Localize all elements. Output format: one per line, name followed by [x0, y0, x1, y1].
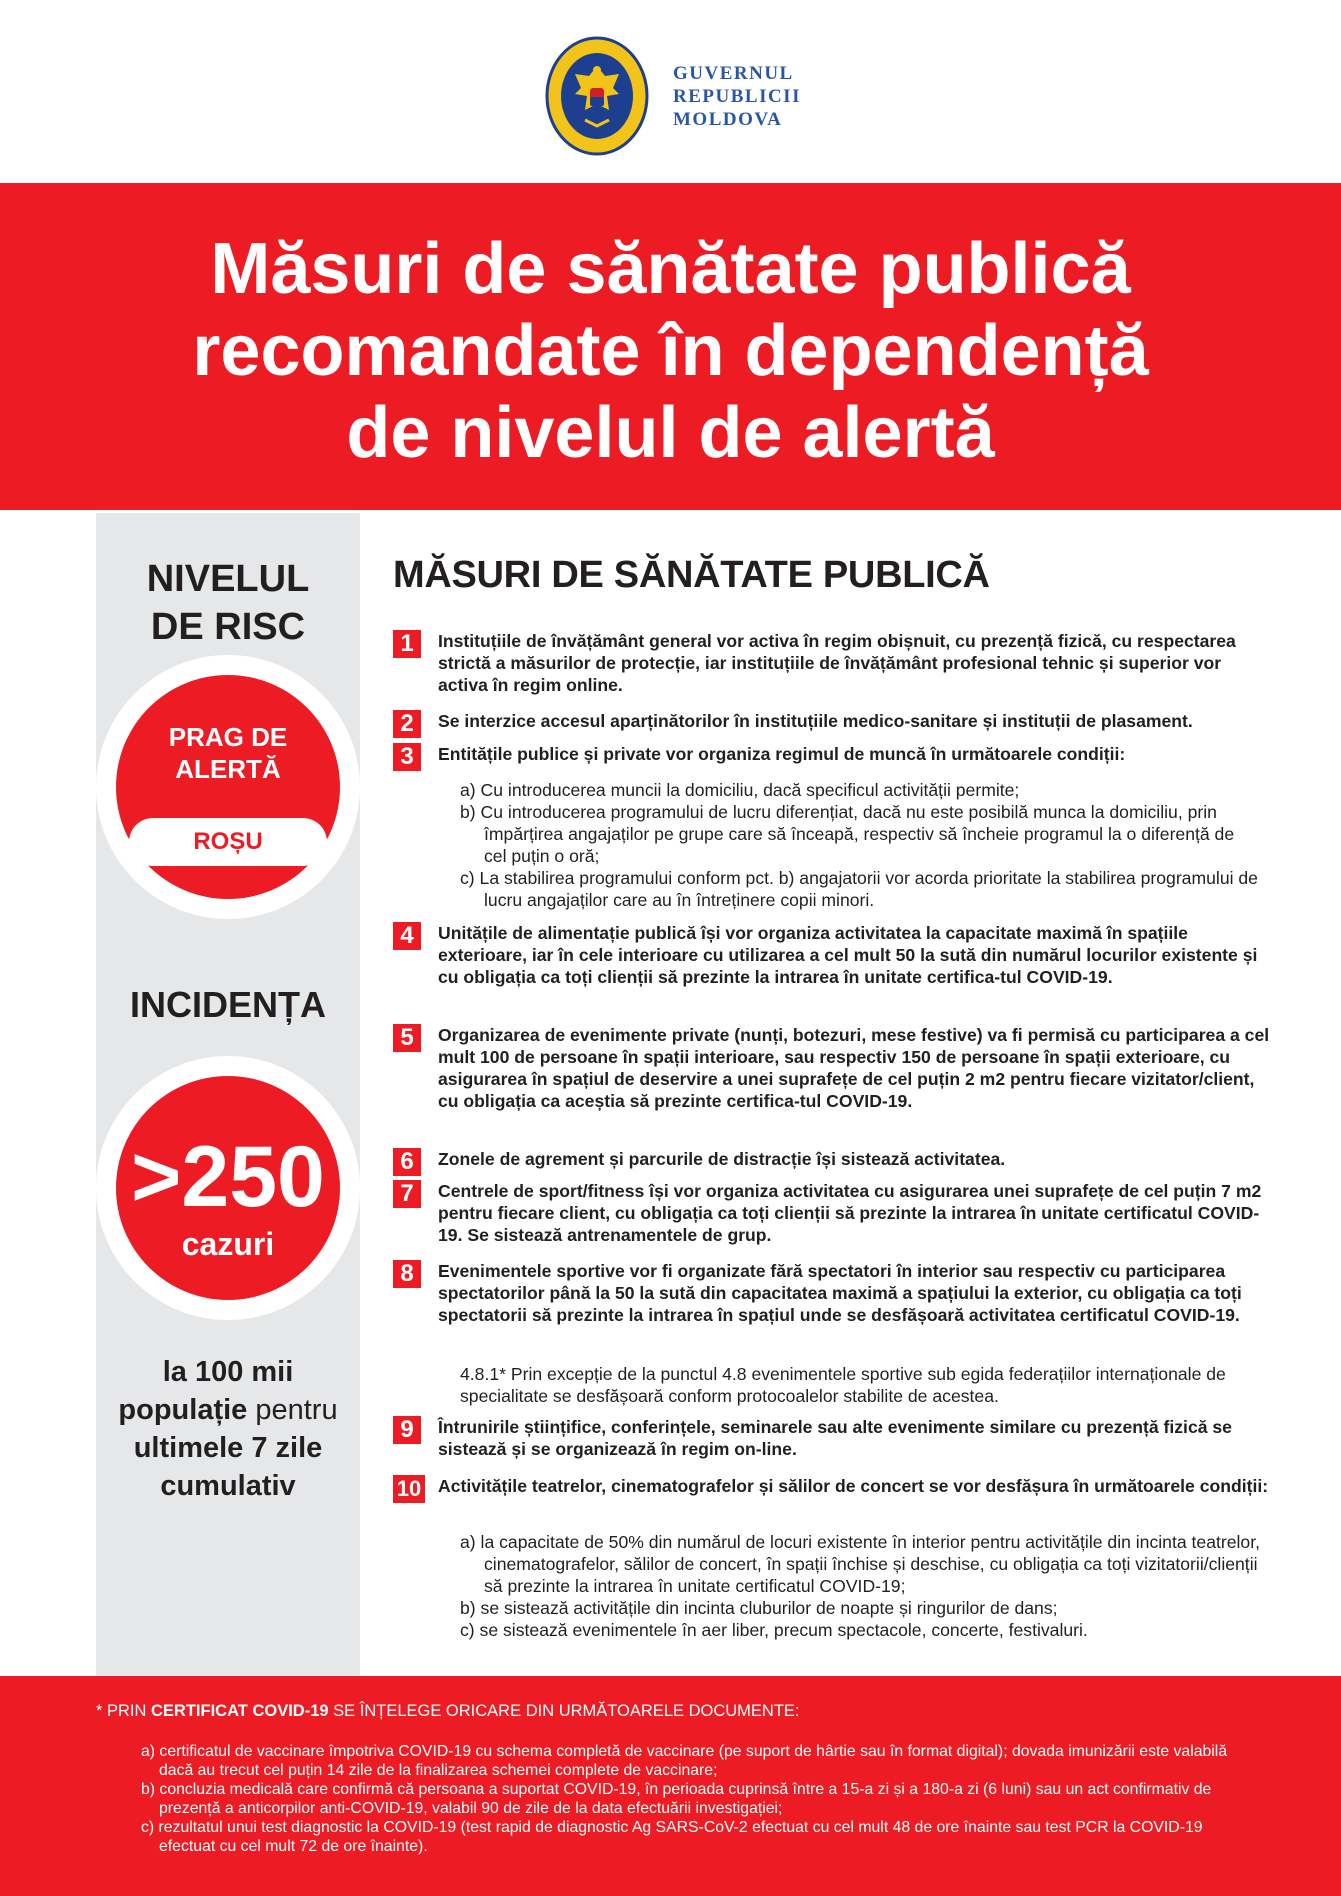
item-text: Evenimentele sportive vor fi organizate fără spectatori în interior sau respectiv cu participarea spectatorilor până la 50 la sută din capacitatea maximă a spațiului la exterior, cu obligația ca toți spectatorii să prezinte la intrarea în spațiul unde se desfășoară activitatea certificatul COVID-19.: [438, 1261, 1242, 1325]
risk-level-heading: NIVELUL DE RISC: [146, 558, 310, 648]
item-number: 10: [393, 1475, 425, 1503]
incidence-value: >250: [131, 1129, 325, 1225]
footnote-heading: * PRIN CERTIFICAT COVID-19 SE ÎNȚELEGE ORICARE DIN URMĂTOARELE DOCUMENTE:: [96, 1702, 800, 1720]
measure-10-subitems: a) la capacitate de 50% din numărul de locuri existente în interior pentru activitățile din incinta teatrelor, cinematografelor, sălilor de concert, în spații închise și deschise, cu obligația ca toți vizitatorii/clienții să prezinte la intrarea în unitate certificatul COVID-19; b) se sistează activitățile din incinta cluburilor de noapte și ringurilor de dans; c) se sistează evenimentele în aer liber, precum spectacole, concerte, festivaluri.: [460, 1532, 1260, 1640]
item-text: Unitățile de alimentație publică își vor organiza activitatea la capacitate maximă în spațiile exterioare, iar în cele interioare cu utilizarea a cel mult 50 la sută din numărul locurilor existente și cu obligația ca toți clienții să prezinte la intrarea în unitate certifica-tul COVID-19.: [438, 923, 1258, 987]
title-banner: [0, 183, 1341, 510]
alert-level-badge: ROȘU: [129, 818, 327, 866]
government-seal-logo: [545, 36, 649, 156]
footnote-list: [141, 1742, 1251, 1856]
item-number: 1: [393, 630, 421, 658]
item-text: Organizarea de evenimente private (nunți, botezuri, mese festive) va fi permisă cu participarea a cel mult 100 de persoane în spații interioare, sau respectiv 150 de persoane în spații exterioare, cu asigurarea în spațiul de deservire a unei suprafețe de cel puțin 2 m2 pentru fiecare vizitator/client, cu obligația ca aceștia să prezinte certifica-tul COVID-19.: [438, 1025, 1270, 1111]
item-number: 3: [393, 743, 421, 771]
item-text: Zonele de agrement și parcurile de distracție își sistează activitatea.: [438, 1149, 1006, 1169]
item-text: Entitățile publice și private vor organiza regimul de muncă în următoarele condiții:: [438, 744, 1126, 764]
item-text: Centrele de sport/fitness își vor organiza activitatea cu asigurarea unei suprafețe de cel puțin 7 m2 pentru fiecare client, cu obligația ca toți clienții să prezinte la intrarea în unitate certificatul COVID-19. Se sistează antrenamentele de grup.: [438, 1181, 1262, 1245]
measure-8-note: 4.8.1* Prin excepție de la punctul 4.8 evenimentele sportive sub egida federațiilor internaționale de specialitate se desfășoară conform protocoalelor stabilite de acestea.: [460, 1364, 1226, 1406]
alert-circle: [96, 655, 360, 919]
item-text: Întrunirile științifice, conferințele, seminarele sau alte evenimente similare cu prezență fizică se sistează și se organizează în regim on-line.: [438, 1417, 1232, 1459]
incidence-unit: cazuri: [181, 1226, 275, 1262]
item-text: Instituțiile de învățământ general vor activa în regim obișnuit, cu prezență fizică, cu respectarea strictă a măsurilor de protecție, iar instituțiile de învățământ profesional tehnic și superior vor activa în regim online.: [438, 631, 1236, 695]
footnote-item: b) concluzia medicală care confirmă că persoana a suportat COVID-19, în perioada cuprinsă între a 15-a zi și a 180-a zi (6 luni) sau un act confirmativ de prezență a anticorpilor anti-COVID-19, valabil 90 de zile de la data efectuării investigației;: [141, 1781, 1212, 1817]
item-number: 7: [393, 1180, 421, 1208]
measures-title: MĂSURI DE SĂNĂTATE PUBLICĂ: [393, 554, 990, 596]
incidence-description: la 100 mii populație pentru ultimele 7 zile cumulativ: [118, 1356, 338, 1502]
page-title: Măsuri de sănătate publică recomandate în dependență de nivelul de alertă: [192, 229, 1149, 473]
item-number: 6: [393, 1148, 421, 1176]
item-text: Se interzice accesul aparținătorilor în instituțiile medico-sanitare și instituții de plasament.: [438, 711, 1193, 731]
item-text: Activitățile teatrelor, cinematografelor și sălilor de concert se vor desfășura în următoarele condiții:: [438, 1476, 1269, 1496]
footnote-item: c) rezultatul unui test diagnostic la COVID-19 (test rapid de diagnostic Ag SARS-CoV-2 efectuat cu cel mult 48 de ore înainte sau test PCR la COVID-19 efectuat cu cel mult 72 de ore înainte).: [141, 1819, 1203, 1855]
government-name: GUVERNUL REPUBLICII MOLDOVA: [673, 63, 801, 130]
alert-threshold-label: PRAG DE ALERTĂ: [168, 722, 288, 784]
item-number: 5: [393, 1024, 421, 1052]
item-number: 4: [393, 922, 421, 950]
item-number: 8: [393, 1260, 421, 1288]
footnote-item: a) certificatul de vaccinare împotriva COVID-19 cu schema completă de vaccinare (pe suport de hârtie sau în format digital); dovada imunizării este valabilă dacă au trecut cel puțin 14 zile de la finalizarea schemei complete de vaccinare;: [141, 1743, 1228, 1779]
item-number: 2: [393, 710, 421, 738]
certificate-footnote: [0, 1676, 1341, 1896]
item-number: 9: [393, 1416, 421, 1444]
risk-level-column: [96, 513, 360, 1676]
measure-3-subitems: a) Cu introducerea muncii la domiciliu, dacă specificul activității permite; b) Cu introducerea programului de lucru diferențiat, dacă nu este posibilă munca la domiciliu, prin împărțirea angajaților pe grupe care să înceapă, respectiv să încheie programul la o diferență de cel puțin o oră; c) La stabilirea programului conform pct. b) angajatorii vor acorda prioritate la stabilirea programului de lucru angajaților care au în întreținere copii minori.: [460, 780, 1258, 910]
incidence-heading: INCIDENȚA: [130, 984, 326, 1025]
